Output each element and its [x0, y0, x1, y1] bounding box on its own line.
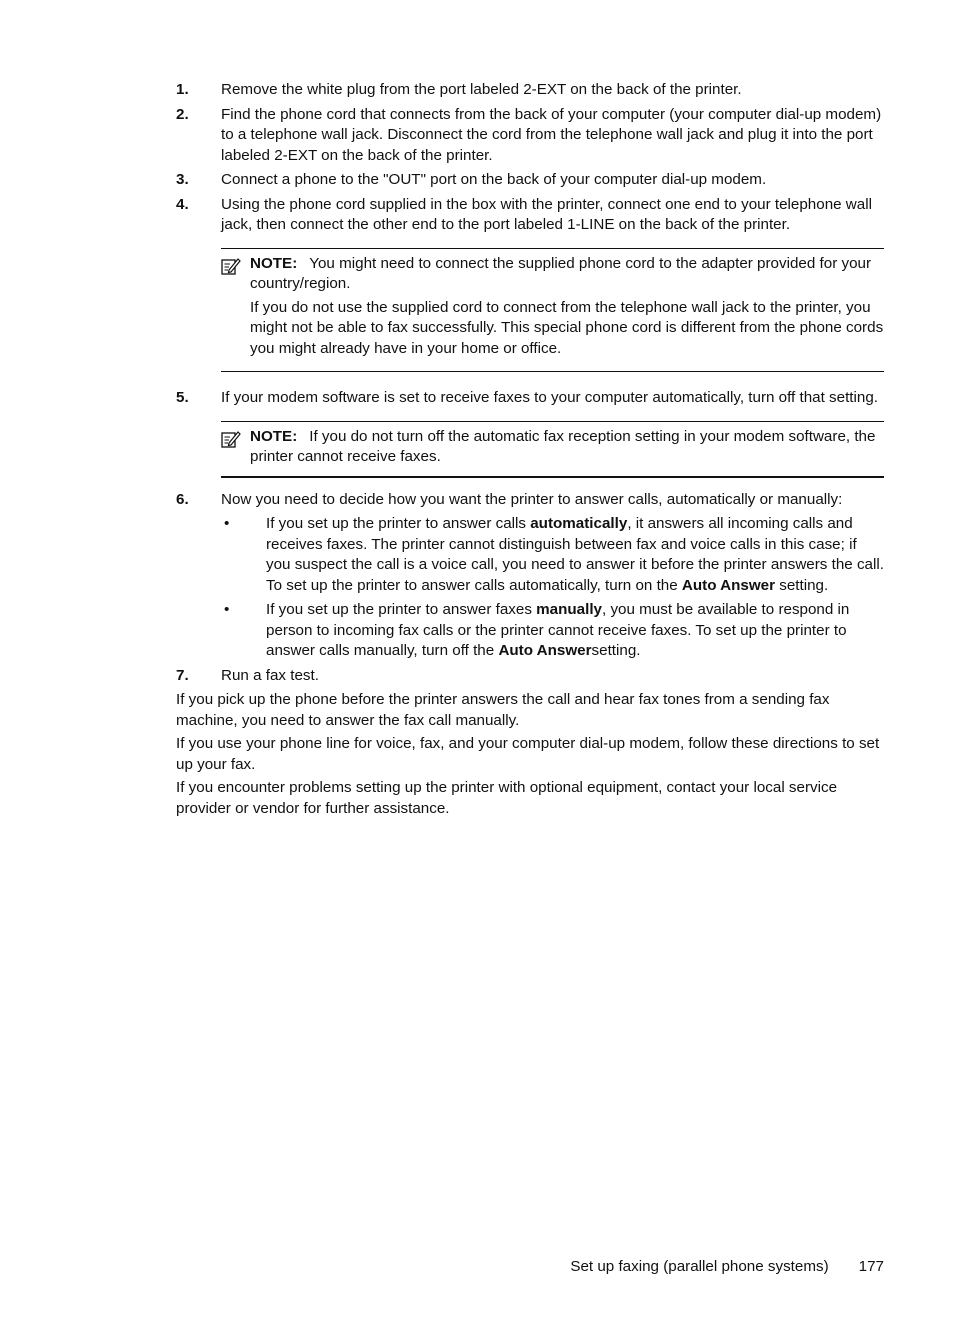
- step-number: 3.: [176, 171, 189, 188]
- bullet-emphasis: manually: [536, 601, 602, 618]
- step-text: Using the phone cord supplied in the box with the printer, connect one end to your telephone wall jack, then connect the other end to the port labeled 1-LINE on the back of the printer.: [221, 195, 872, 233]
- step-text: Connect a phone to the "OUT" port on the back of your computer dial-up modem.: [221, 171, 767, 188]
- note-text: If you do not turn off the automatic fax reception setting in your modem software, the printer cannot receive faxes.: [250, 427, 876, 465]
- note-text: You might need to connect the supplied phone cord to the adapter provided for your country/region.: [250, 254, 872, 292]
- list-item: [221, 514, 884, 596]
- bullet-text: If you set up the printer to answer faxes: [266, 601, 537, 618]
- step-number: 2.: [176, 105, 189, 123]
- step-2: [176, 105, 884, 167]
- note-paragraph-2: If you do not use the supplied cord to connect from the telephone wall jack to the printer, you might not be able to fax successfully. This special phone cord is different from the phone cords you might already have in your home or office.: [250, 298, 884, 357]
- footer-section-title: Set up faxing (parallel phone systems): [570, 1258, 829, 1275]
- note-label: NOTE:: [250, 427, 298, 445]
- note-pencil-icon: [221, 257, 241, 275]
- note-box-modem: [221, 421, 884, 478]
- step-number: 7.: [176, 666, 189, 684]
- step-text: If your modem software is set to receive faxes to your computer automatically, turn off that setting.: [221, 389, 879, 406]
- page-footer: [570, 1257, 884, 1278]
- body-paragraph: If you pick up the phone before the printer answers the call and hear fax tones from a sending fax machine, you need to answer the fax call manually.: [176, 691, 830, 729]
- page-body: [176, 80, 884, 822]
- bullet-mark: •: [224, 601, 230, 618]
- setting-name: Auto Answer: [498, 642, 592, 659]
- step-1: [176, 80, 884, 101]
- setting-name: Auto Answer: [681, 576, 776, 594]
- page-number: 177: [858, 1258, 884, 1275]
- note-pencil-icon: [221, 430, 241, 448]
- step-text: Now you need to decide how you want the printer to answer calls, automatically or manually:: [221, 490, 843, 508]
- note-paragraph: [250, 254, 884, 295]
- bullet-text: If you set up the printer to answer calls: [266, 515, 531, 532]
- step-4: [176, 195, 884, 373]
- bullet-text: setting.: [775, 576, 829, 594]
- bullet-mark: •: [224, 515, 230, 532]
- step-text: Run a fax test.: [221, 666, 319, 684]
- step-6: [176, 490, 884, 662]
- step-7: [176, 666, 884, 687]
- step-number: 5.: [176, 389, 189, 406]
- body-paragraph: If you encounter problems setting up the printer with optional equipment, contact your local service provider or vendor for further assistance.: [176, 779, 838, 817]
- bullet-text: , it answers all incoming calls and receives faxes. The printer cannot distinguish between fax and voice calls in this case; if you suspect the call is a voice call, you need to answer it before the printer answers the call. To set up the printer to answer calls automatically, turn on the: [266, 515, 884, 594]
- step-text: Remove the white plug from the port labeled 2-EXT on the back of the printer.: [221, 81, 742, 98]
- step-text: Find the phone cord that connects from the back of your computer (your computer dial-up modem) to a telephone wall jack. Disconnect the cord from the telephone wall jack and plug it into the port labeled 2-EXT on the back of the printer.: [221, 105, 882, 164]
- bullet-text: setting.: [591, 642, 641, 659]
- list-item: [221, 600, 884, 662]
- bullet-emphasis: automatically: [530, 515, 628, 532]
- step-number: 1.: [176, 81, 189, 98]
- note-box-cord: [221, 248, 884, 373]
- step-5: [176, 388, 884, 478]
- bullet-text: , you must be available to respond in person to incoming fax calls or the printer cannot receive faxes. To set up the printer to answer calls manually, turn off the: [266, 601, 850, 659]
- body-paragraph: If you use your phone line for voice, fax, and your computer dial-up modem, follow these directions to set up your fax.: [176, 735, 880, 773]
- step-number: 4.: [176, 195, 189, 213]
- answer-mode-list: [221, 514, 884, 662]
- note-label: NOTE:: [250, 254, 298, 272]
- step-number: 6.: [176, 490, 189, 508]
- note-paragraph: [250, 427, 884, 468]
- step-3: [176, 170, 884, 191]
